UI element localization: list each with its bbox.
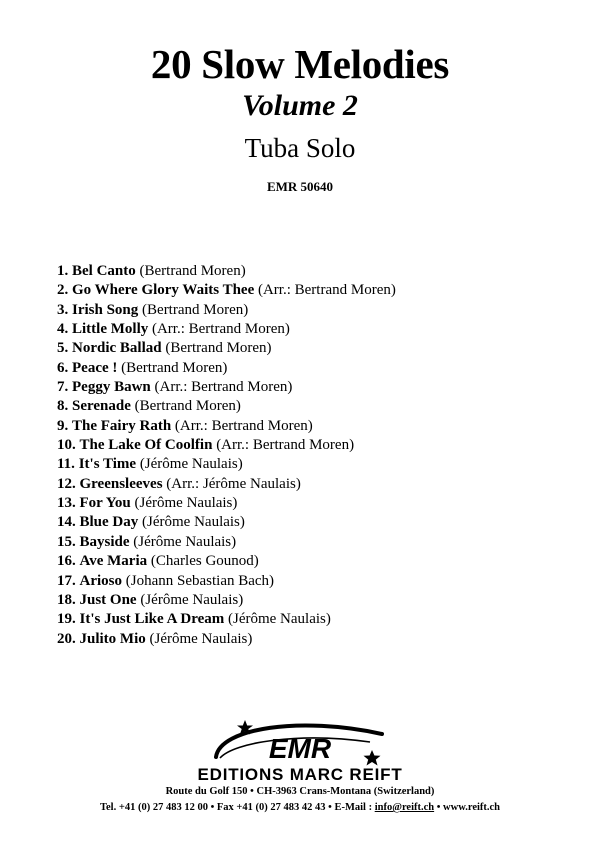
track-number: 18.	[57, 591, 76, 608]
track-item	[57, 281, 396, 300]
track-number: 1.	[57, 263, 69, 279]
track-item	[57, 513, 396, 532]
track-credit: (Arr.: Bertrand Moren)	[257, 282, 396, 299]
track-item	[57, 572, 396, 591]
track-title: Peggy Bawn	[72, 379, 151, 396]
catalog-number: EMR 50640	[266, 179, 334, 194]
track-number: 19.	[57, 611, 76, 628]
track-credit: (Bertrand Moren)	[139, 263, 246, 279]
track-title: Irish Song	[72, 301, 139, 318]
track-title: Serenade	[72, 398, 131, 415]
track-title: The Lake Of Coolfin	[79, 437, 213, 454]
track-item	[57, 533, 396, 552]
track-number: 13.	[57, 495, 76, 512]
track-number: 7.	[57, 379, 69, 396]
track-list	[57, 262, 396, 649]
publisher-address: Route du Golf 150 • CH-3963 Crans-Montana (Switzerland)	[165, 786, 435, 797]
track-number: 11.	[57, 456, 75, 473]
email-link[interactable]: info@reift.ch	[374, 802, 435, 813]
track-title: The Fairy Rath	[72, 417, 172, 434]
track-title: Bayside	[79, 533, 130, 550]
track-number: 10.	[57, 437, 76, 454]
track-credit: (Jérôme Naulais)	[139, 456, 243, 473]
website-text: • www.reift.ch	[434, 802, 501, 813]
track-title: It's Just Like A Dream	[79, 611, 225, 628]
track-item	[57, 455, 396, 474]
track-item	[57, 591, 396, 610]
instrument-label: Tuba Solo	[244, 133, 356, 163]
track-number: 5.	[57, 340, 69, 357]
track-item	[57, 262, 396, 281]
track-credit: (Jérôme Naulais)	[133, 533, 237, 550]
contact-phone-fax: Tel. +41 (0) 27 483 12 00 • Fax +41 (0) 27 483 42 43 • E-Mail :	[99, 802, 375, 813]
track-item	[57, 630, 396, 649]
track-title: Ave Maria	[79, 553, 148, 570]
track-number: 17.	[57, 572, 76, 589]
track-number: 3.	[57, 301, 69, 318]
track-credit: (Johann Sebastian Bach)	[125, 572, 275, 589]
track-number: 2.	[57, 282, 69, 299]
track-item	[57, 359, 396, 378]
track-credit: (Jérôme Naulais)	[142, 514, 245, 531]
track-item	[57, 378, 396, 397]
track-number: 16.	[57, 553, 76, 570]
track-credit: (Arr.: Bertrand Moren)	[154, 379, 293, 396]
track-title: Greensleeves	[79, 475, 163, 492]
track-credit: (Jérôme Naulais)	[227, 611, 331, 628]
track-credit: (Arr.: Bertrand Moren)	[216, 437, 355, 454]
track-item	[57, 552, 396, 571]
track-number: 8.	[57, 398, 69, 415]
track-credit: (Arr.: Bertrand Moren)	[174, 417, 313, 434]
track-credit: (Charles Gounod)	[150, 553, 259, 570]
track-item	[57, 494, 396, 513]
track-title: It's Time	[78, 456, 137, 473]
track-number: 9.	[57, 417, 69, 434]
track-title: Blue Day	[79, 514, 139, 531]
track-credit: (Arr.: Bertrand Moren)	[151, 321, 290, 338]
track-credit: (Jérôme Naulais)	[140, 591, 244, 608]
track-item	[57, 397, 396, 416]
track-number: 14.	[57, 514, 76, 531]
track-title: Julito Mio	[79, 630, 146, 647]
track-item	[57, 417, 396, 436]
track-item	[57, 475, 396, 494]
track-number: 12.	[57, 475, 76, 492]
track-credit: (Bertrand Moren)	[121, 359, 228, 376]
track-item	[57, 436, 396, 455]
track-item	[57, 320, 396, 339]
track-title: Go Where Glory Waits Thee	[72, 282, 255, 299]
track-title: Bel Canto	[72, 263, 136, 279]
track-item	[57, 339, 396, 358]
track-credit: (Bertrand Moren)	[165, 340, 272, 357]
track-title: Arioso	[79, 572, 122, 589]
publisher-logo	[150, 712, 450, 784]
page-title: 20 Slow Melodies	[150, 41, 450, 87]
publisher-name: EDITIONS MARC REIFT	[197, 765, 403, 784]
track-credit: (Bertrand Moren)	[134, 398, 241, 415]
publisher-contact	[0, 801, 600, 815]
volume-subtitle: Volume 2	[242, 89, 358, 122]
star-icon	[364, 750, 381, 766]
track-credit: (Jérôme Naulais)	[134, 495, 238, 512]
track-number: 20.	[57, 630, 76, 647]
track-title: Peace !	[72, 359, 118, 376]
track-title: Just One	[79, 591, 137, 608]
track-credit: (Jérôme Naulais)	[149, 630, 253, 647]
track-credit: (Bertrand Moren)	[142, 301, 249, 318]
track-item	[57, 610, 396, 629]
track-title: Little Molly	[72, 321, 149, 338]
logo-mark-text: EMR	[268, 733, 332, 764]
track-number: 6.	[57, 359, 69, 376]
track-number: 4.	[57, 321, 69, 338]
track-title: Nordic Ballad	[72, 340, 162, 357]
track-item	[57, 301, 396, 320]
track-title: For You	[79, 495, 131, 512]
track-credit: (Arr.: Jérôme Naulais)	[166, 475, 301, 492]
track-number: 15.	[57, 533, 76, 550]
